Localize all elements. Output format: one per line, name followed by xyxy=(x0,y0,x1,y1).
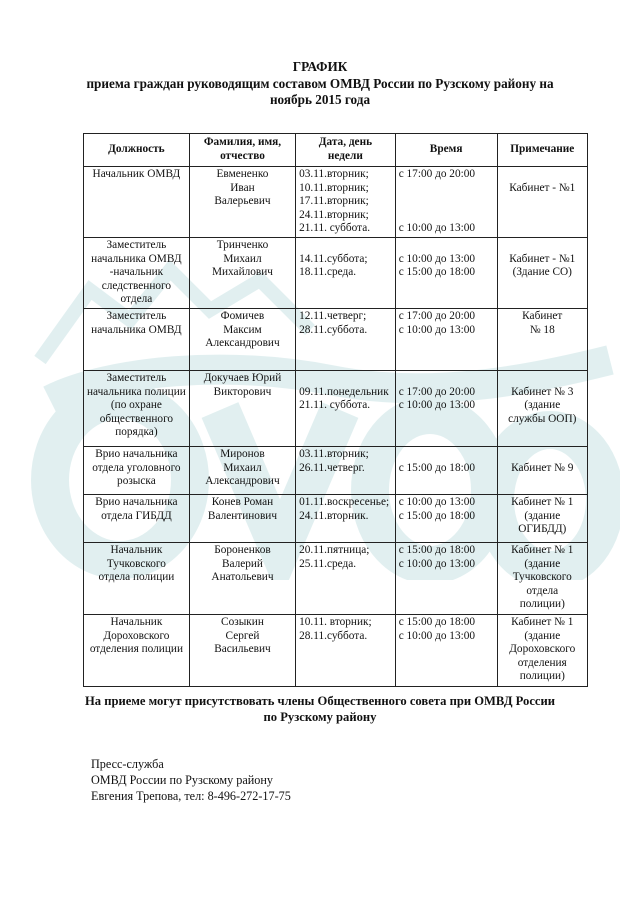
cell-name-line: Докучаев Юрий xyxy=(203,371,282,384)
cell-name-line: Фомичев xyxy=(220,309,265,322)
cell-time xyxy=(395,370,497,446)
cell-date-line: 21.11. суббота. xyxy=(299,222,371,235)
cell-name-line: Бороненков xyxy=(214,543,271,556)
cell-position-line: Дороховского xyxy=(103,629,170,642)
cell-time-line: с 17:00 до 20:00 xyxy=(398,385,476,398)
cell-date xyxy=(296,167,396,238)
cell-note-line xyxy=(501,448,584,462)
cell-date xyxy=(296,542,396,614)
cell-note-line: (здание xyxy=(524,509,561,522)
cell-position-line: Начальник xyxy=(110,615,163,628)
cell-name-line: Михаил xyxy=(223,461,262,474)
council-note-line-1: На приеме могут присутствовать члены Общественного совета при ОМВД России xyxy=(84,694,556,708)
cell-name-line: Иван xyxy=(230,181,255,194)
cell-name-line: Александрович xyxy=(205,475,280,488)
cell-note-line: Кабинет xyxy=(522,309,563,322)
cell-note-line: отделения xyxy=(517,656,567,669)
cell-note-line: ОГИБДД) xyxy=(518,523,567,536)
cell-position xyxy=(84,614,190,686)
table-row xyxy=(84,446,588,494)
header-note: Примечание xyxy=(497,134,587,167)
cell-time-line xyxy=(399,448,494,462)
cell-date-line: 10.11.вторник; xyxy=(299,181,369,194)
cell-position xyxy=(84,446,190,494)
council-note-line-2: по Рузскому району xyxy=(263,710,377,724)
cell-date-line: 10.11. вторник; xyxy=(299,615,372,628)
cell-position xyxy=(84,494,190,542)
cell-name xyxy=(189,446,295,494)
cell-name xyxy=(189,167,295,238)
cell-note-line: полиции) xyxy=(519,598,565,611)
cell-time xyxy=(395,614,497,686)
cell-position xyxy=(84,370,190,446)
cell-name-line: Созыкин xyxy=(221,615,264,628)
cell-time-line: с 15:00 до 18:00 xyxy=(398,615,476,628)
cell-note-line: Кабинет № 9 xyxy=(511,461,574,474)
cell-note-line: Кабинет - №1 xyxy=(509,181,576,194)
cell-date-line xyxy=(299,239,392,253)
cell-date-line: 20.11.пятница; xyxy=(299,543,370,556)
cell-date-line: 26.11.четверг. xyxy=(299,461,365,474)
cell-name xyxy=(189,494,295,542)
cell-date-line: 17.11.вторник; xyxy=(299,195,369,208)
cell-date xyxy=(296,614,396,686)
cell-date-line: 03.11.вторник; xyxy=(299,447,369,460)
cell-position-line: следственного xyxy=(101,279,172,292)
cell-time-line: с 10:00 до 13:00 xyxy=(398,222,476,235)
cell-position xyxy=(84,308,190,370)
cell-name xyxy=(189,237,295,308)
cell-time-line: с 10:00 до 13:00 xyxy=(398,252,476,265)
cell-position-line: Врио начальника xyxy=(95,495,178,508)
table-row xyxy=(84,167,588,238)
cell-name xyxy=(189,308,295,370)
cell-position-line: Заместитель xyxy=(106,238,167,251)
cell-note-line: службы ООП) xyxy=(508,412,577,425)
cell-position-line: отдела полиции xyxy=(98,571,175,584)
cell-date-line: 21.11. суббота. xyxy=(299,399,371,412)
document-subtitle-line-1: приема граждан руководящим составом ОМВД России по Рузскому району на xyxy=(86,76,554,91)
table-header-row xyxy=(84,134,588,167)
schedule-table xyxy=(83,133,588,687)
cell-time-line: с 15:00 до 18:00 xyxy=(398,543,476,556)
cell-name-line: Валерий xyxy=(221,557,263,570)
table-row xyxy=(84,542,588,614)
header-date: Дата, день недели xyxy=(296,134,396,167)
cell-note xyxy=(497,237,587,308)
cell-date-line: 25.11.среда. xyxy=(299,557,357,570)
document-subtitle-line-2: ноябрь 2015 года xyxy=(269,92,371,107)
cell-name xyxy=(189,542,295,614)
cell-time-line: с 15:00 до 18:00 xyxy=(398,509,476,522)
cell-name-line: Анатольевич xyxy=(211,571,274,584)
cell-time xyxy=(395,167,497,238)
cell-note xyxy=(497,614,587,686)
cell-date-line: 24.11.вторник; xyxy=(299,208,369,221)
cell-name-line: Конев Роман xyxy=(211,495,274,508)
cell-time xyxy=(395,308,497,370)
header-time: Время xyxy=(395,134,497,167)
cell-position-line: (по охране xyxy=(110,399,162,412)
cell-note-line: (Здание СО) xyxy=(512,266,572,279)
cell-note-line xyxy=(501,239,584,253)
cell-time-line xyxy=(399,209,494,223)
cell-note xyxy=(497,446,587,494)
cell-position-line: порядка) xyxy=(115,426,158,439)
cell-position-line: начальника ОМВД xyxy=(91,252,182,265)
cell-note-line: полиции) xyxy=(519,670,565,683)
cell-position-line: -начальник xyxy=(109,266,164,279)
cell-position-line: отдела ГИБДД xyxy=(101,509,172,522)
table-row xyxy=(84,308,588,370)
cell-note-line: Кабинет № 3 xyxy=(511,385,574,398)
cell-date-line xyxy=(299,372,392,386)
cell-name-line: Валентинович xyxy=(207,509,278,522)
cell-note-line: Кабинет № 1 xyxy=(511,543,574,556)
cell-position-line: начальника полиции xyxy=(87,385,186,398)
cell-date-line: 24.11.вторник. xyxy=(299,509,369,522)
cell-time-line xyxy=(399,195,494,209)
table-row xyxy=(84,237,588,308)
cell-name-line: Евмененко xyxy=(216,168,269,180)
table-row xyxy=(84,614,588,686)
press-service-label: Пресс-служба xyxy=(91,757,164,771)
cell-date-line: 14.11.суббота; xyxy=(299,252,368,265)
cell-time-line xyxy=(399,182,494,196)
cell-position-line: отдела уголовного xyxy=(92,461,181,474)
cell-note-line: (здание xyxy=(524,557,561,570)
cell-note-line: (здание xyxy=(524,399,561,412)
cell-position-line: розыска xyxy=(117,475,156,488)
cell-date-line: 12.11.четверг; xyxy=(299,309,367,322)
cell-position xyxy=(84,542,190,614)
cell-time xyxy=(395,542,497,614)
cell-date-line: 09.11.понедельник xyxy=(299,385,389,398)
cell-note xyxy=(497,370,587,446)
cell-note-line: Тучковского xyxy=(512,571,572,584)
cell-position-line: Начальник xyxy=(110,543,163,556)
cell-note-line: Кабинет № 1 xyxy=(511,615,574,628)
header-position: Должность xyxy=(84,134,190,167)
cell-note xyxy=(497,494,587,542)
cell-time-line: с 17:00 до 20:00 xyxy=(398,168,476,180)
cell-name xyxy=(189,614,295,686)
cell-time-line: с 10:00 до 13:00 xyxy=(398,557,476,570)
cell-time-line: с 17:00 до 20:00 xyxy=(398,309,476,322)
cell-note xyxy=(497,167,587,238)
cell-date-line: 28.11.суббота. xyxy=(299,629,368,642)
cell-date xyxy=(296,370,396,446)
cell-note-line: Кабинет - №1 xyxy=(509,252,576,265)
cell-note-line: № 18 xyxy=(529,323,555,336)
cell-date xyxy=(296,308,396,370)
cell-date xyxy=(296,494,396,542)
cell-note-line: Кабинет № 1 xyxy=(511,495,574,508)
cell-position-line: Заместитель xyxy=(106,309,167,322)
cell-note-line: отдела xyxy=(526,584,559,597)
cell-date-line: 18.11.среда. xyxy=(299,266,357,279)
cell-time-line: с 10:00 до 13:00 xyxy=(398,399,476,412)
cell-time xyxy=(395,494,497,542)
cell-name-line: Михайлович xyxy=(211,266,273,279)
cell-position-line: отделения полиции xyxy=(89,643,183,656)
cell-time-line: с 15:00 до 18:00 xyxy=(398,461,476,474)
cell-position xyxy=(84,237,190,308)
cell-note-line: Дороховского xyxy=(509,643,576,656)
cell-name-line: Миронов xyxy=(220,447,265,460)
cell-note-line xyxy=(501,168,584,182)
cell-name-line: Максим xyxy=(223,323,262,336)
cell-name-line: Валерьевич xyxy=(214,195,271,208)
cell-name xyxy=(189,370,295,446)
cell-date-line: 01.11.воскресенье; xyxy=(299,495,390,508)
cell-position-line: отдела xyxy=(120,293,153,306)
cell-time-line xyxy=(399,239,494,253)
cell-time xyxy=(395,237,497,308)
cell-note xyxy=(497,308,587,370)
cell-name-line: Сергей xyxy=(225,629,260,642)
cell-time-line: с 10:00 до 13:00 xyxy=(398,629,476,642)
document-title: ГРАФИК xyxy=(292,59,348,74)
header-name: Фамилия, имя, отчество xyxy=(189,134,295,167)
cell-name-line: Тринченко xyxy=(216,238,269,251)
cell-time-line: с 10:00 до 13:00 xyxy=(398,323,476,336)
press-service-org: ОМВД России по Рузскому району xyxy=(91,773,273,787)
cell-name-line: Викторович xyxy=(213,385,272,398)
cell-time-line: с 10:00 до 13:00 xyxy=(398,495,476,508)
cell-name-line: Васильевич xyxy=(214,643,271,656)
cell-position-line: начальника ОМВД xyxy=(91,323,182,336)
cell-date-line: 28.11.суббота. xyxy=(299,323,368,336)
cell-position-line: Заместитель xyxy=(106,371,167,384)
cell-position-line: Начальник ОМВД xyxy=(92,168,181,180)
cell-time-line xyxy=(399,372,494,386)
cell-position xyxy=(84,167,190,238)
table-row xyxy=(84,370,588,446)
cell-time-line: с 15:00 до 18:00 xyxy=(398,266,476,279)
cell-name-line: Михаил xyxy=(223,252,262,265)
press-service-contact: Евгения Трепова, тел: 8-496-272-17-75 xyxy=(91,789,291,803)
cell-position-line: Врио начальника xyxy=(95,447,178,460)
cell-name-line: Александрович xyxy=(205,337,280,350)
cell-position-line: Тучковского xyxy=(106,557,166,570)
cell-date xyxy=(296,237,396,308)
table-row xyxy=(84,494,588,542)
cell-date-line: 03.11.вторник; xyxy=(299,168,369,180)
cell-time xyxy=(395,446,497,494)
cell-note-line: (здание xyxy=(524,629,561,642)
cell-date xyxy=(296,446,396,494)
cell-note-line xyxy=(501,372,584,386)
cell-position-line: общественного xyxy=(99,412,174,425)
cell-note xyxy=(497,542,587,614)
